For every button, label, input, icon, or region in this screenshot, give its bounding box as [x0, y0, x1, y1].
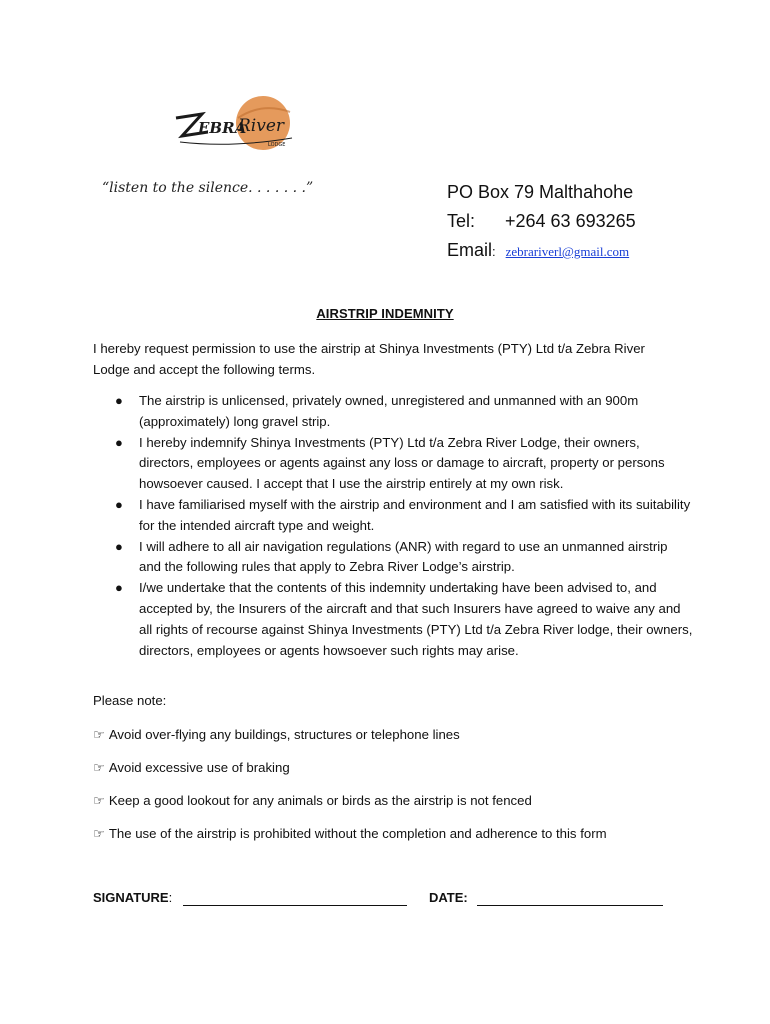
term-text: The airstrip is unlicensed, privately owned, unregistered and unmanned with an 900m (approximately) long gravel strip. [139, 393, 639, 429]
note-item [93, 760, 607, 793]
note-text: Avoid excessive use of braking [108, 760, 290, 775]
term-text: I will adhere to all air navigation regulations (ANR) with regard to use an unmanned airstrip and the following rules that apply to Zebra River Lodge’s airstrip. [139, 538, 668, 575]
svg-text:River: River [238, 116, 285, 136]
svg-text:EBRA: EBRA [198, 119, 247, 137]
term-item [93, 433, 693, 495]
pointing-hand-icon: ☞ [93, 793, 105, 808]
tagline: “listen to the silence. . . . . . .” [102, 180, 314, 196]
pointing-hand-icon: ☞ [93, 727, 105, 742]
bullet-icon: ● [115, 496, 123, 512]
note-text: Avoid over-flying any buildings, structures or telephone lines [108, 727, 460, 742]
term-item [93, 578, 693, 661]
address: PO Box 79 Malthahohe [447, 182, 634, 202]
note-item [93, 727, 607, 760]
term-text: I hereby indemnify Shinya Investments (PTY) Ltd t/a Zebra River Lodge, their owners, directors, employees or agents against any loss or damage to aircraft, property or persons howsoever caused. I accept that I use the airstrip entirely at my own risk. [139, 434, 665, 492]
bullet-icon: ● [115, 580, 123, 596]
note-text: Keep a good lookout for any animals or birds as the airstrip is not fenced [108, 793, 532, 808]
term-text: I have familiarised myself with the airstrip and environment and I am satisfied with its suitability for the intended aircraft type and weight. [139, 496, 691, 533]
term-item [93, 537, 693, 579]
term-text: I/we undertake that the contents of this indemnity undertaking have been advised to, and accepted by, the Insurers of the aircraft and that such Insurers have agreed to waive any and all rights of recourse against Shinya Investments (PTY) Ltd t/a Zebra River lodge, their owners, directors, employees or agents howsoever such rights may arise. [139, 580, 693, 658]
term-item [93, 495, 693, 537]
terms-list [93, 391, 693, 661]
date-line[interactable] [477, 905, 663, 906]
email-link[interactable]: zebrariverl@gmail.com [505, 244, 630, 259]
date-label: DATE: [429, 890, 468, 905]
svg-text:LODGE: LODGE [268, 142, 286, 148]
document-title: AIRSTRIP INDEMNITY [316, 306, 454, 321]
note-item [93, 826, 607, 859]
contact-block [447, 178, 636, 266]
notes-list [93, 727, 607, 859]
email-row [447, 236, 636, 266]
pointing-hand-icon: ☞ [93, 826, 105, 841]
term-item [93, 391, 693, 433]
bullet-icon: ● [115, 434, 123, 450]
note-item [93, 793, 607, 826]
tel-value: +264 63 693265 [505, 211, 636, 231]
zebra-river-logo [172, 96, 298, 160]
signature-line[interactable] [183, 905, 407, 906]
tel-row [447, 207, 636, 236]
bullet-icon: ● [115, 393, 123, 408]
tel-label: Tel: [447, 211, 476, 231]
email-colon: : [492, 244, 496, 259]
email-label: Email [447, 240, 493, 260]
signature-label: SIGNATURE: [93, 890, 173, 905]
bullet-icon: ● [115, 538, 123, 554]
intro-paragraph: I hereby request permission to use the airstrip at Shinya Investments (PTY) Ltd t/a Zebra River Lodge and accept the following terms. [93, 341, 645, 377]
please-note-label: Please note: [93, 693, 167, 708]
note-text: The use of the airstrip is prohibited without the completion and adherence to this form [108, 826, 607, 841]
pointing-hand-icon: ☞ [93, 760, 105, 775]
